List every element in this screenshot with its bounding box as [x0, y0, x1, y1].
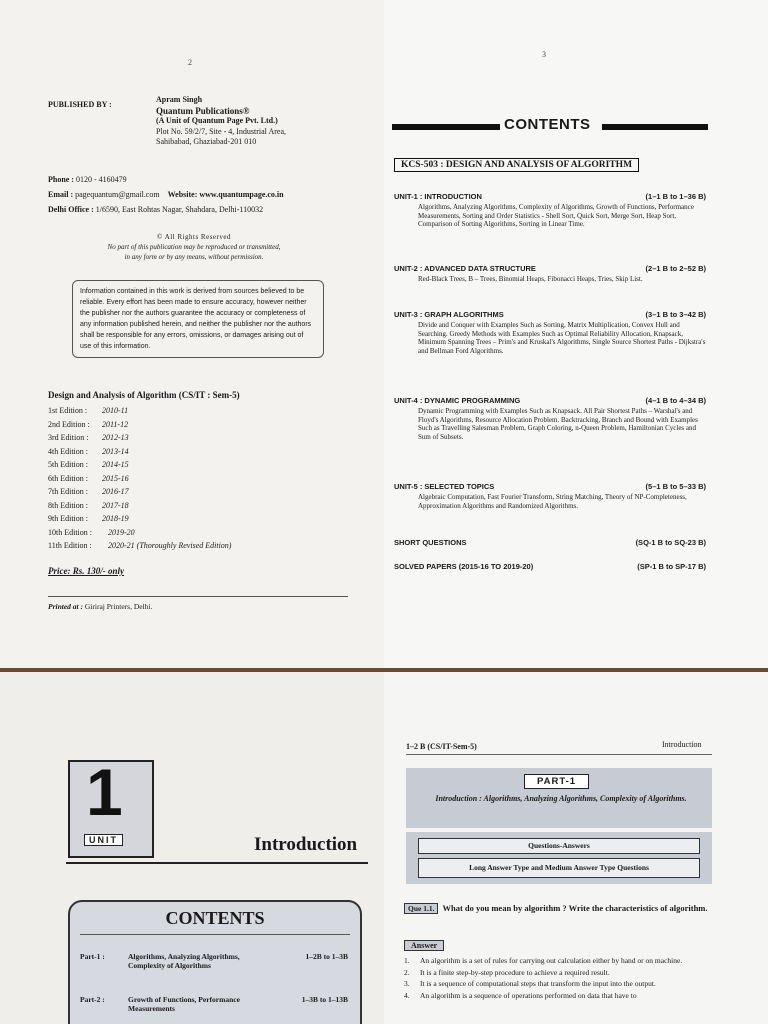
unit-entry [394, 396, 706, 441]
price: Price: Rs. 130/- only [48, 566, 124, 576]
part-entry [80, 995, 358, 1024]
disclaimer-box: Information contained in this work is derived from sources believed to be reliable. Every effort has been made to ensure accuracy, however neither the publisher nor the authors guarantee the accuracy or completeness of any information published herein, and neither the publisher nor the authors shall be responsible for any errors, omissions, or damages arising out of use of this information. [72, 280, 324, 358]
publisher-address [156, 95, 356, 148]
answer-item: 2. It is a finite step-by-step procedure to achieve a required result. [404, 967, 610, 977]
unit-entry [394, 264, 706, 284]
contents-page [384, 0, 768, 668]
page-number: 2 [188, 58, 192, 67]
publisher-line: Apram Singh [156, 95, 203, 104]
delhi-office-label: Delhi Office : [48, 205, 94, 214]
unit-opener-page [0, 672, 384, 1024]
edition-row: 11th Edition : 2020-21 (Thoroughly Revised Edition) [48, 541, 232, 550]
divider [406, 754, 712, 755]
qa-banner [406, 832, 712, 884]
short-questions-title: SHORT QUESTIONS [394, 538, 467, 547]
divider [48, 596, 348, 597]
unit-number-box [68, 755, 154, 858]
phone-label: Phone : [48, 175, 74, 184]
contents-title: CONTENTS [504, 116, 591, 133]
rights-title: © All Rights Reserved [157, 233, 231, 241]
part-title: Growth of Functions, Performance Measurements [128, 995, 240, 1013]
question-text: What do you mean by algorithm ? Write the characteristics of algorithm. [442, 903, 708, 913]
unit-pages: (2–1 B to 2–52 B) [645, 264, 706, 273]
rights-line: in any form or by any means, without permission. [124, 253, 264, 261]
rights-notice [60, 232, 328, 262]
qa-title: Questions-Answers [418, 838, 700, 854]
part-title: Algorithms, Analyzing Algorithms, Complexity of Algorithms [128, 952, 240, 970]
unit-description: Algebraic Computation, Fast Fourier Transform, String Matching, Theory of NP-Completeness, Approximation Algorithms and Randomized Algorithms. [418, 493, 687, 510]
edition-row: 5th Edition : 2014-15 [48, 460, 129, 469]
editions-list [48, 404, 231, 553]
copyright-page [0, 0, 384, 668]
rights-line: No part of this publication may be reproduced or transmitted, [107, 243, 281, 251]
unit-number: 1 [86, 755, 123, 829]
unit-entry [394, 310, 706, 355]
edition-row: 1st Edition : 2010-11 [48, 406, 129, 415]
contact-info [48, 172, 368, 217]
edition-row: 6th Edition : 2015-16 [48, 473, 129, 483]
unit-entry [394, 482, 706, 510]
contents-banner [392, 118, 708, 134]
divider [80, 934, 350, 935]
unit-pages: (3–1 B to 3–42 B) [645, 310, 706, 319]
unit-title: UNIT-4 : DYNAMIC PROGRAMMING [394, 396, 521, 405]
website-label: Website: [167, 190, 198, 199]
published-by-label: PUBLISHED BY : [48, 100, 112, 109]
divider [66, 862, 368, 864]
unit-description: Divide and Conquer with Examples Such as Sorting, Matrix Multiplication, Convex Hull and Searching. Greedy Methods with Examples Such as Optimal Reliability Allocation, Knapsack, Minimum Spanning Trees – Prim's and Kruskal's Algorithms, Single Source Shortest Paths - Dijkstra's and Bellman Ford Algorithms. [418, 321, 706, 355]
question [404, 902, 710, 915]
answer-item: 3. It is a sequence of computational steps that transform the input into the output. [404, 979, 656, 988]
website-value: www.quantumpage.co.in [199, 190, 284, 199]
part-badge: PART-1 [524, 774, 589, 789]
unit-title: UNIT-3 : GRAPH ALGORITHMS [394, 310, 504, 319]
page-number: 3 [542, 50, 546, 59]
answer-item: 4. An algorithm is a sequence of operations performed on data that have to [404, 990, 637, 1000]
edition-row: 4th Edition : 2013-14 [48, 446, 129, 456]
unit-title: UNIT-2 : ADVANCED DATA STRUCTURE [394, 264, 536, 273]
contents-title: CONTENTS [165, 908, 265, 928]
question-tag: Que 1.1. [404, 903, 438, 914]
edition-row: 10th Edition : 2019-20 [48, 527, 135, 537]
edition-row: 2nd Edition : 2011-12 [48, 419, 129, 429]
part-one-page [384, 672, 768, 1024]
phone-value: 0120 - 4160479 [76, 175, 127, 184]
part-pages: 1–2B to 1–3B [305, 952, 348, 961]
unit-pages: (4–1 B to 4–34 B) [645, 396, 706, 405]
edition-row: 7th Edition : 2016-17 [48, 487, 129, 496]
publisher-line: Sahibabad, Ghaziabad-201 010 [156, 137, 257, 146]
running-header-right: Introduction [662, 740, 702, 749]
unit-title: UNIT-1 : INTRODUCTION [394, 192, 482, 201]
unit-title: UNIT-5 : SELECTED TOPICS [394, 482, 495, 491]
banner-rule-left [392, 124, 500, 130]
edition-row: 9th Edition : 2018-19 [48, 514, 129, 523]
part-entry [80, 952, 358, 984]
unit-description: Red-Black Trees, B – Trees, Binomial Heaps, Fibonacci Heaps, Tries, Skip List. [418, 275, 643, 283]
unit-pages: (1–1 B to 1–36 B) [645, 192, 706, 201]
email-value: pagequantum@gmail.com [75, 190, 160, 199]
course-title: KCS-503 : DESIGN AND ANALYSIS OF ALGORITHM [394, 158, 639, 172]
solved-papers-pages: (SP-1 B to SP-17 B) [637, 562, 706, 571]
part-subtitle: Introduction : Algorithms, Analyzing Algorithms, Complexity of Algorithms. [435, 794, 687, 803]
solved-papers-entry [394, 562, 706, 573]
unit-description: Dynamic Programming with Examples Such as Knapsack. All Pair Shortest Paths – Warshal's and Floyd's Algorithms, Resource Allocation Problem. Backtracking, Branch and Bound with Examples Such as Travelling Salesman Problem, Graph Coloring, n-Queen Problem, Hamiltonian Cycles and Sum of Subsets. [418, 407, 698, 441]
part-label: Part-1 : [80, 952, 105, 961]
chapter-contents-box [68, 900, 362, 1024]
publisher-line: (A Unit of Quantum Page Pvt. Ltd.) [156, 116, 278, 125]
edition-row: 8th Edition : 2017-18 [48, 500, 129, 510]
book-title: Design and Analysis of Algorithm (CS/IT : Sem-5) [48, 390, 240, 400]
printed-at: Printed at : Giriraj Printers, Delhi. [48, 602, 153, 611]
banner-rule-right [602, 124, 708, 130]
qa-subtitle: Long Answer Type and Medium Answer Type Questions [418, 858, 700, 878]
short-questions-entry [394, 538, 706, 549]
publisher-line: Quantum Publications® [156, 105, 250, 116]
edition-row: 3rd Edition : 2012-13 [48, 433, 129, 442]
unit-entry [394, 192, 706, 229]
short-questions-pages: (SQ-1 B to SQ-23 B) [635, 538, 706, 547]
solved-papers-title: SOLVED PAPERS (2015-16 TO 2019-20) [394, 562, 534, 571]
running-header-left: 1–2 B (CS/IT-Sem-5) [406, 742, 477, 751]
unit-label: UNIT [84, 834, 123, 846]
email-label: Email : [48, 190, 74, 199]
unit-description: Algorithms, Analyzing Algorithms, Complexity of Algorithms, Growth of Functions, Performance Measurements, Sorting and Order Statistics - Shell Sort, Quick Sort, Merge Sort, Heap Sort, Comparison of Sorting Algorithms, Sorting in Linear Time. [418, 203, 694, 229]
delhi-office-value: 1/6590, East Rohtas Nagar, Shahdara, Delhi-110032 [95, 205, 264, 214]
chapter-title: Introduction [254, 834, 358, 855]
unit-pages: (5–1 B to 5–33 B) [645, 482, 706, 491]
publisher-line: Plot No. 59/2/7, Site - 4, Industrial Area, [156, 126, 286, 136]
answer-list [404, 956, 712, 1002]
answer-item: 1. An algorithm is a set of rules for carrying out calculation either by hand or on machine. [404, 956, 683, 965]
part-pages: 1–3B to 1–13B [301, 995, 348, 1004]
answer-label: Answer [404, 940, 444, 951]
part-banner [406, 768, 712, 828]
part-label: Part-2 : [80, 995, 105, 1004]
